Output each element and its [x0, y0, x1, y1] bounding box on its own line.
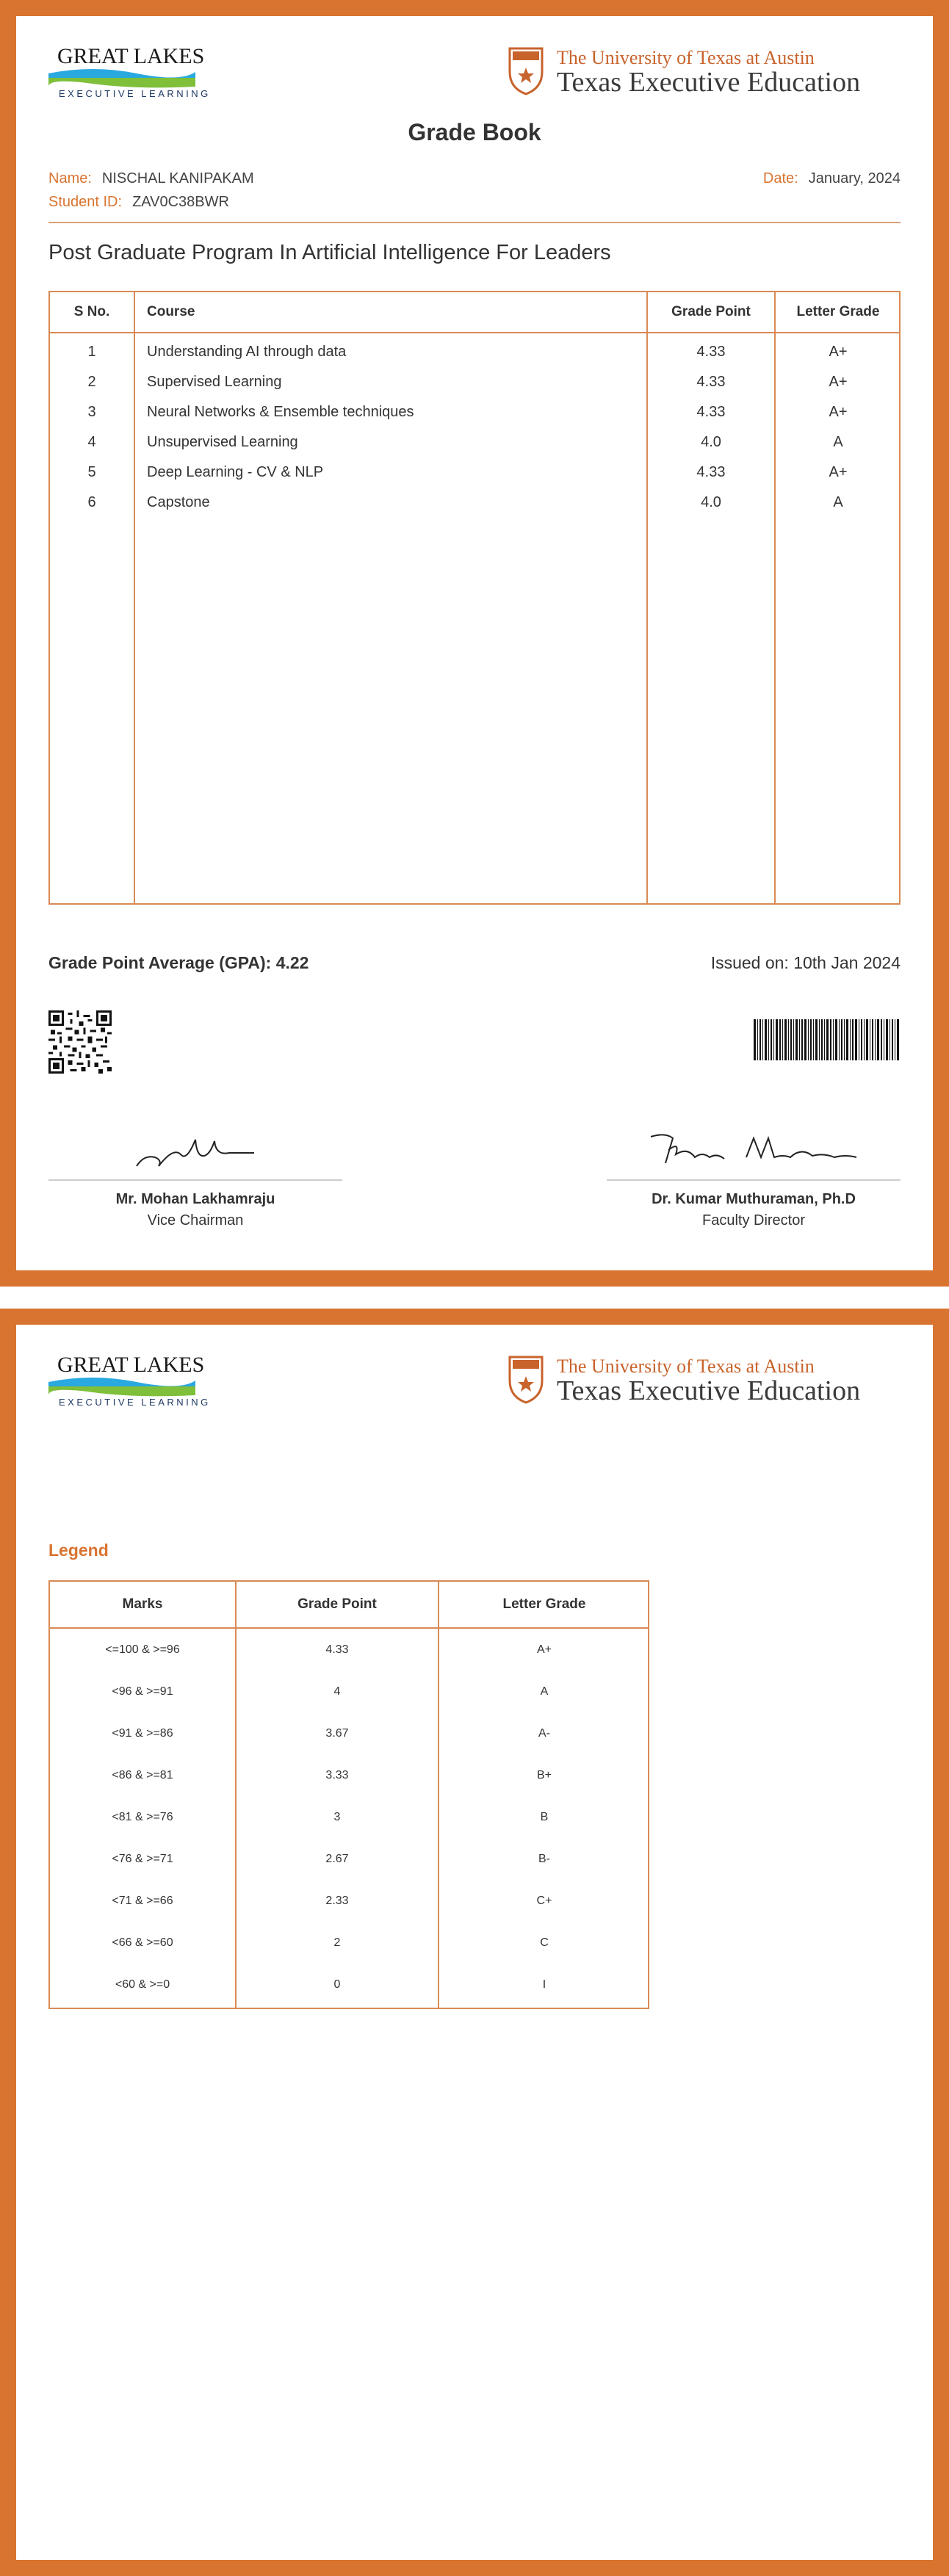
program-title: Post Graduate Program In Artificial Intelligence For Leaders [48, 241, 611, 264]
row-letter-grade: B+ [536, 1769, 552, 1781]
signatory-name: Dr. Kumar Muthuraman, Ph.D [652, 1191, 856, 1207]
table-row [50, 368, 899, 397]
signature-line [48, 1179, 342, 1181]
table-row [50, 1714, 648, 1756]
row-grade-point: 0 [333, 1978, 341, 1991]
ut-logo-line2: Texas Executive Education [557, 67, 861, 98]
row-letter-grade: A [833, 494, 843, 510]
row-course: Supervised Learning [147, 374, 282, 390]
row-letter-grade: A- [538, 1727, 550, 1740]
row-marks: <71 & >=66 [112, 1895, 173, 1907]
row-course: Understanding AI through data [147, 344, 347, 360]
row-letter-grade: C [540, 1936, 549, 1949]
row-marks: <66 & >=60 [112, 1936, 173, 1949]
row-course: Unsupervised Learning [147, 434, 298, 450]
row-marks: <91 & >=86 [112, 1727, 173, 1740]
row-grade-point: 4.33 [325, 1643, 349, 1656]
table-row [50, 1672, 648, 1714]
row-marks: <81 & >=76 [112, 1811, 173, 1823]
table-row [50, 398, 899, 427]
great-lakes-logo [48, 44, 211, 100]
row-letter-grade: A+ [829, 374, 848, 390]
name-label: Name: [48, 170, 92, 187]
legend-title: Legend [48, 1541, 109, 1560]
great-lakes-logo-subtitle: EXECUTIVE LEARNING [59, 88, 211, 99]
signature-icon [85, 1125, 306, 1173]
row-marks: <96 & >=91 [112, 1685, 173, 1698]
row-grade-point: 4 [333, 1685, 341, 1698]
header-course: Course [147, 304, 195, 319]
header-grade-point: Grade Point [671, 304, 751, 319]
row-sno: 2 [87, 374, 96, 390]
ut-logo-line2: Texas Executive Education [557, 1375, 861, 1406]
signatory-role: Vice Chairman [147, 1212, 244, 1229]
issued-date: Issued on: 10th Jan 2024 [710, 953, 901, 972]
row-sno: 3 [87, 404, 96, 420]
legend-table [48, 1580, 649, 2009]
row-grade-point: 2.33 [325, 1895, 349, 1907]
header-letter-grade: Letter Grade [502, 1596, 586, 1612]
table-row [50, 1923, 648, 1965]
row-marks: <60 & >=0 [115, 1978, 170, 1991]
row-grade-point: 2.67 [325, 1853, 349, 1865]
page-title: Grade Book [408, 119, 541, 145]
page-content [16, 16, 933, 1270]
row-sno: 5 [87, 464, 96, 480]
row-letter-grade: A+ [829, 344, 848, 360]
table-row [50, 458, 899, 488]
page-content [16, 1325, 933, 2560]
row-grade-point: 4.33 [696, 464, 726, 480]
table-row [50, 428, 899, 457]
divider [48, 222, 901, 223]
header-sno: S No. [73, 304, 110, 319]
wave-icon [48, 68, 195, 90]
grade-book-page [0, 0, 949, 1287]
date-row [763, 170, 901, 187]
table-row [50, 1630, 648, 1672]
row-grade-point: 4.33 [696, 344, 726, 360]
student-id-label: Student ID: [48, 194, 123, 210]
row-course: Neural Networks & Ensemble techniques [147, 404, 414, 420]
signature-icon [643, 1125, 864, 1173]
row-grade-point: 4.33 [696, 374, 726, 390]
row-marks: <86 & >=81 [112, 1769, 173, 1781]
row-grade-point: 3.33 [325, 1769, 349, 1781]
row-grade-point: 4.33 [696, 404, 726, 420]
table-row [50, 338, 899, 367]
barcode-icon [754, 1019, 901, 1060]
row-grade-point: 4.0 [701, 434, 721, 450]
row-grade-point: 2 [333, 1936, 341, 1949]
ut-logo-line1: The University of Texas at Austin [557, 1356, 815, 1377]
table-row [50, 488, 899, 518]
row-marks: <=100 & >=96 [105, 1643, 180, 1656]
header-letter-grade: Letter Grade [796, 304, 880, 319]
table-row [50, 1881, 648, 1923]
table-row [50, 1798, 648, 1839]
signatory-name: Mr. Mohan Lakhamraju [115, 1191, 275, 1207]
shield-icon [507, 1354, 545, 1404]
grade-table [48, 291, 901, 905]
student-id-value: ZAV0C38BWR [132, 194, 229, 210]
ut-austin-logo [507, 1354, 903, 1408]
table-row [50, 1965, 648, 2007]
great-lakes-logo-title: GREAT LAKES [57, 44, 205, 68]
great-lakes-logo [48, 1353, 211, 1408]
header-marks: Marks [122, 1596, 163, 1612]
student-id-row [48, 194, 229, 211]
row-course: Deep Learning - CV & NLP [147, 464, 324, 480]
legend-page [0, 1309, 949, 2576]
signatory-right [607, 1125, 901, 1229]
shield-icon [507, 46, 545, 95]
name-value: NISCHAL KANIPAKAM [101, 170, 254, 187]
gpa-summary: Grade Point Average (GPA): 4.22 [48, 953, 309, 972]
signature-line [607, 1179, 901, 1181]
header-divider [50, 1627, 648, 1629]
row-letter-grade: C+ [536, 1895, 552, 1907]
signatory-role: Faculty Director [701, 1212, 806, 1229]
header-grade-point: Grade Point [297, 1596, 377, 1612]
great-lakes-logo-title: GREAT LAKES [57, 1353, 205, 1377]
ut-logo-line1: The University of Texas at Austin [557, 47, 815, 68]
row-letter-grade: A+ [536, 1643, 552, 1656]
row-letter-grade: A+ [829, 464, 848, 480]
table-row [50, 1756, 648, 1798]
row-letter-grade: A [540, 1685, 549, 1698]
date-label: Date: [762, 170, 798, 187]
ut-austin-logo [507, 46, 903, 100]
row-letter-grade: A [833, 434, 843, 450]
row-sno: 6 [87, 494, 96, 510]
row-grade-point: 3 [333, 1811, 341, 1823]
great-lakes-logo-subtitle: EXECUTIVE LEARNING [59, 1397, 211, 1408]
date-value: January, 2024 [808, 170, 901, 187]
wave-icon [48, 1376, 195, 1398]
row-letter-grade: B- [538, 1853, 550, 1865]
signatory-left [48, 1125, 342, 1229]
row-letter-grade: B [540, 1811, 549, 1823]
qr-code-icon [48, 1010, 112, 1074]
row-letter-grade: A+ [829, 404, 848, 420]
row-marks: <76 & >=71 [112, 1853, 173, 1865]
row-course: Capstone [147, 494, 210, 510]
table-row [50, 1839, 648, 1881]
header-divider [50, 332, 899, 333]
row-sno: 1 [87, 344, 96, 360]
student-name-row [48, 170, 254, 187]
row-grade-point: 4.0 [701, 494, 721, 510]
row-sno: 4 [87, 434, 96, 450]
row-letter-grade: I [542, 1978, 546, 1991]
row-grade-point: 3.67 [325, 1727, 349, 1740]
